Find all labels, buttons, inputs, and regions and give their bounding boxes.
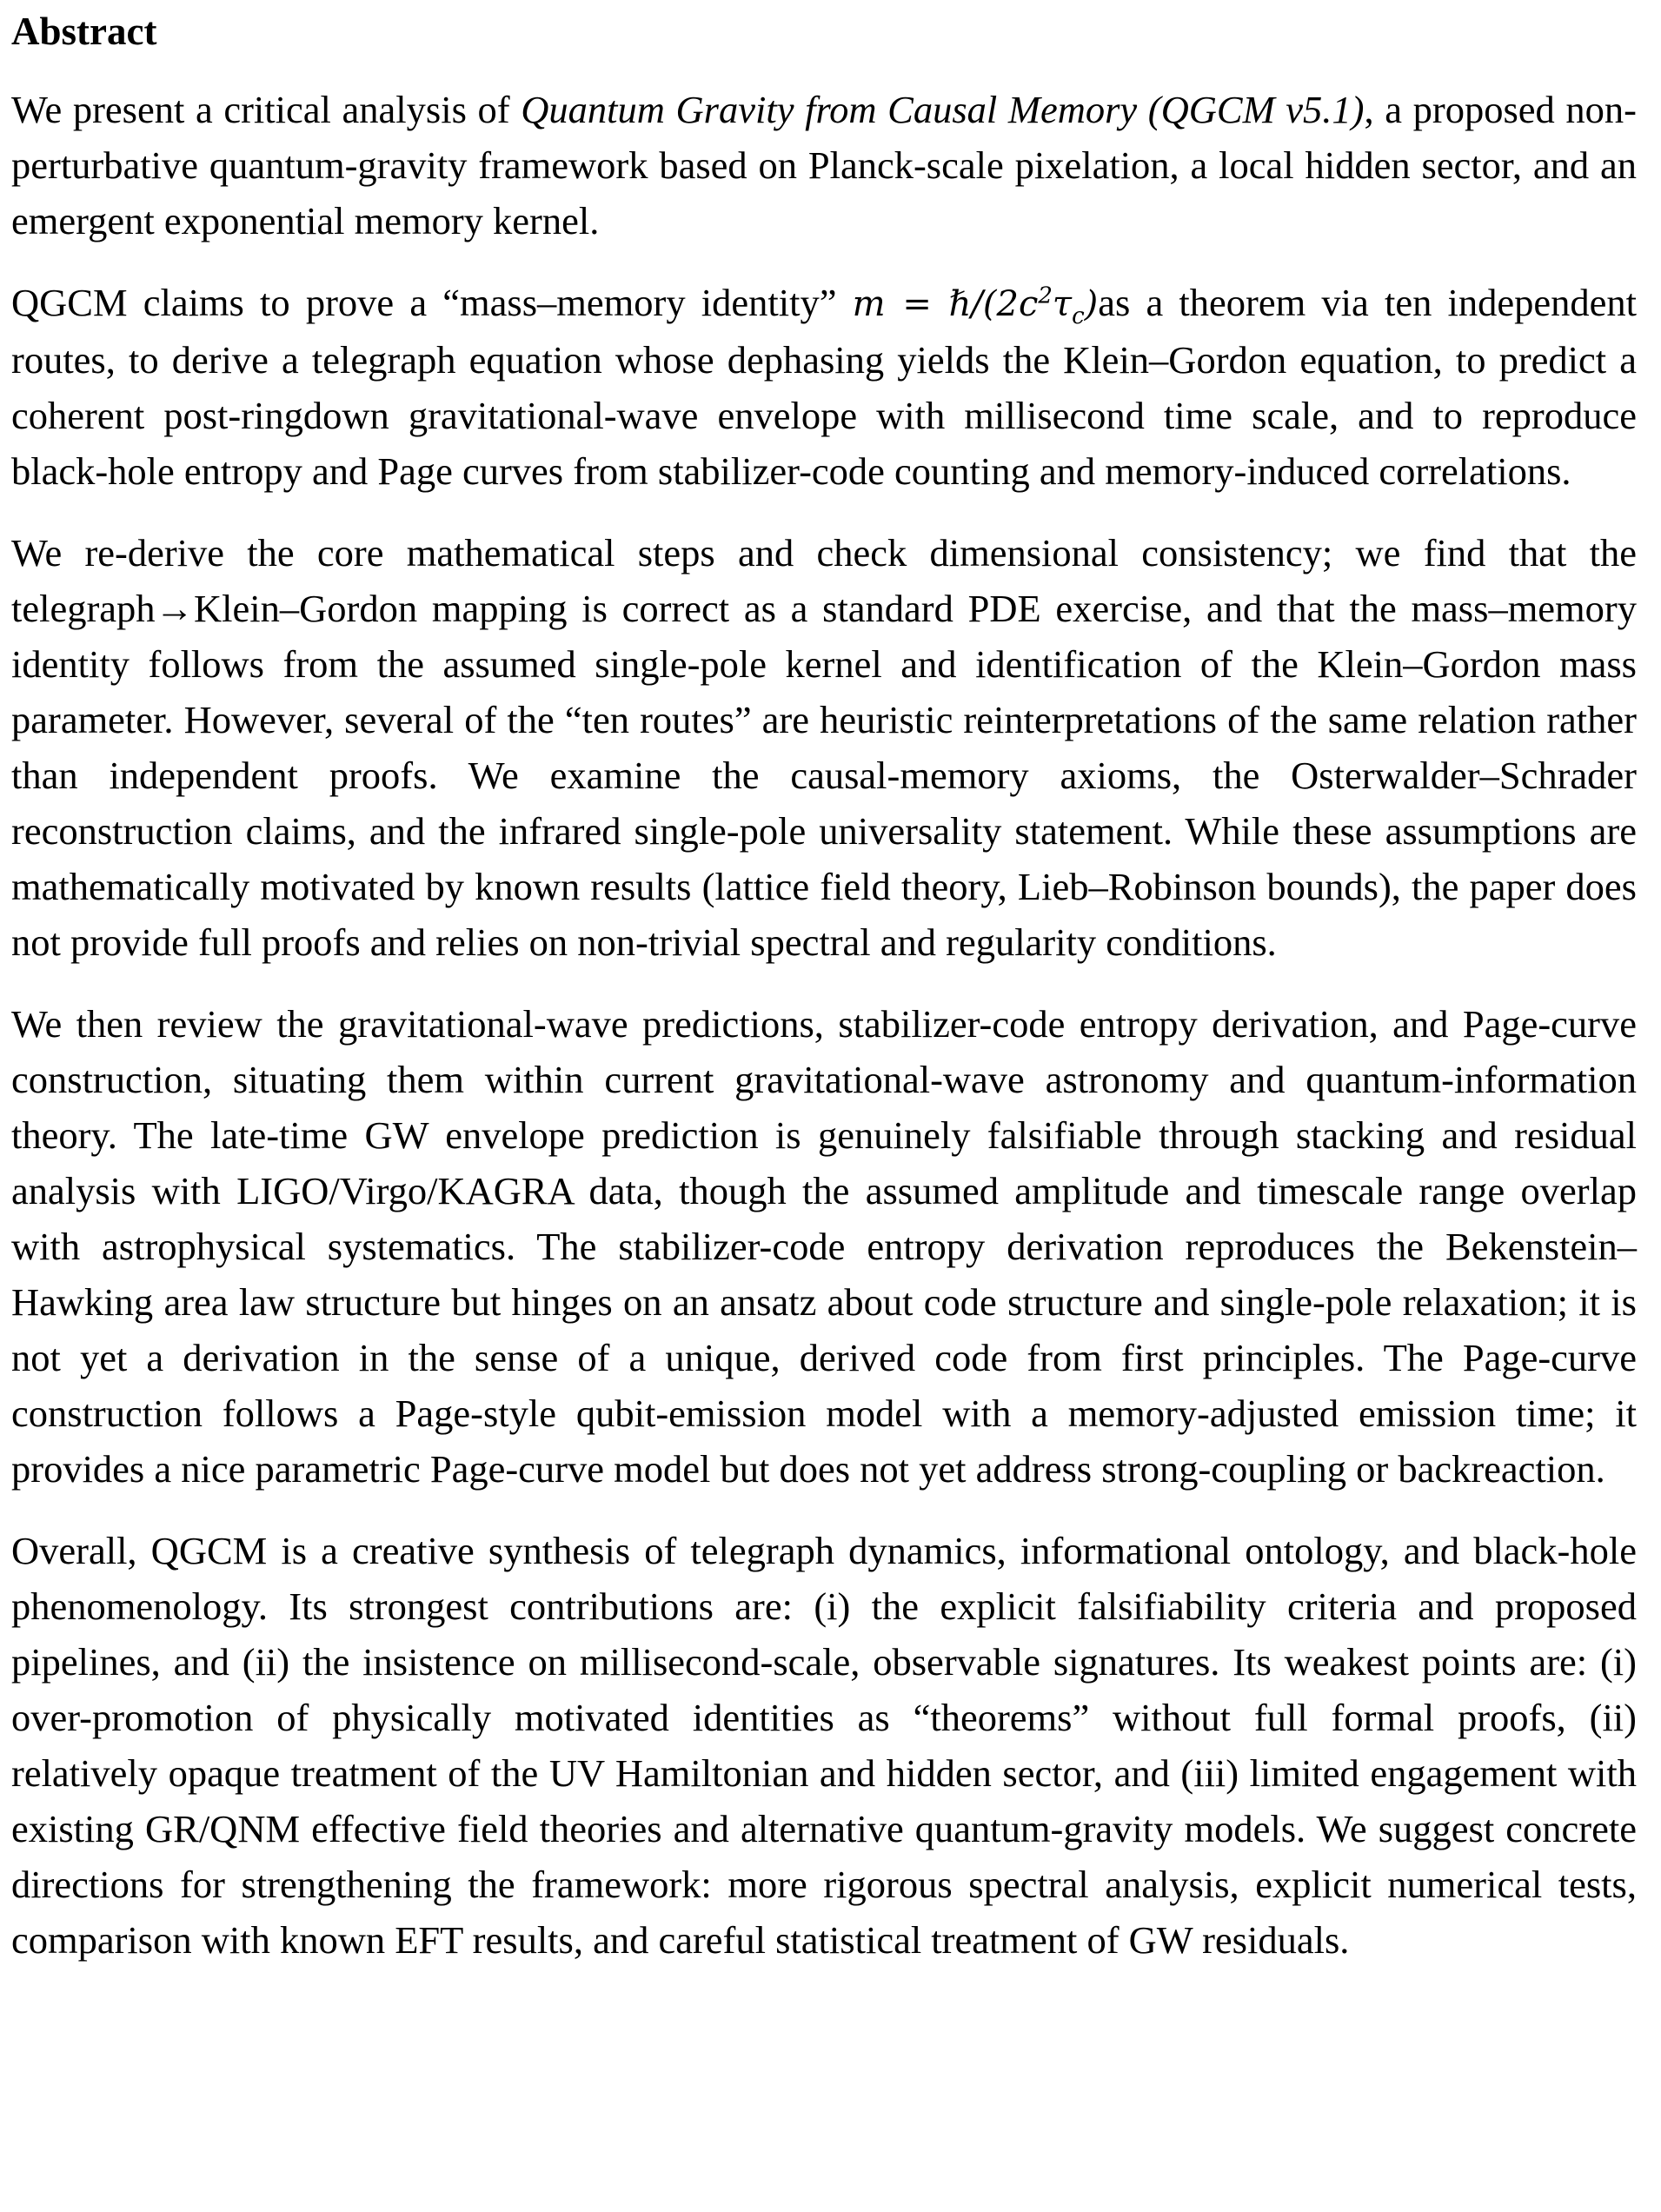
formula-sup: 2 (1038, 282, 1053, 309)
paper-title: Quantum Gravity from Causal Memory (QGCM v5.1) (521, 88, 1365, 131)
abstract-heading: Abstract (11, 10, 157, 53)
abstract-paragraph-5: Overall, QGCM is a creative synthesis of telegraph dynamics, informational ontology, and black-hole phenomenology. Its strongest contributions are: (i) the explicit falsifiability criteria and proposed pipelines, and (ii) the insistence on millisecond-scale, observable signatures. Its weakest points are: (i) over-promotion of physically motivated identities as “theorems” without full formal proofs, (ii) relatively opaque treatment of the UV Hamiltonian and hidden sector, and (iii) limited engagement with existing GR/QNM effective field theories and alternative quantum-gravity models. We suggest concrete directions for strengthening the framework: more rigorous spectral analysis, explicit numerical tests, comparison with known EFT results, and careful statistical treatment of GW residuals. (11, 1529, 1637, 1962)
abstract-paragraph-4: We then review the gravitational-wave predictions, stabilizer-code entropy derivation, and Page-curve construction, situating them within current gravitational-wave astronomy and quantum-information theory. The late-time GW envelope prediction is genuinely falsifiable through stacking and residual analysis with LIGO/Virgo/KAGRA data, though the assumed amplitude and timescale range overlap with astrophysical systematics. The stabilizer-code entropy derivation reproduces the Bekenstein–Hawking area law structure but hinges on an ansatz about code structure and single-pole relaxation; it is not yet a derivation in the sense of a unique, derived code from first principles. The Page-curve construction follows a Page-style qubit-emission model with a memory-adjusted emission time; it provides a nice parametric Page-curve model but does not yet address strong-coupling or backreaction. (11, 1002, 1637, 1491)
mass-memory-formula (852, 282, 1099, 329)
p2-lead: QGCM claims to prove a “mass–memory identity” (11, 281, 853, 324)
abstract-paragraph-2 (11, 275, 1637, 499)
abstract-paragraph-3: We re-derive the core mathematical steps and check dimensional consistency; we find that the telegraph→Klein–Gordon mapping is correct as a standard PDE exercise, and that the mass–memory identity follows from the assumed single-pole kernel and identification of the Klein–Gordon mass parameter. However, several of the “ten routes” are heuristic reinterpretations of the same relation rather than independent proofs. We examine the causal-memory axioms, the Osterwalder–Schrader reconstruction claims, and the infrared single-pole universality statement. While these assumptions are mathematically motivated by known results (lattice field theory, Lieb–Robinson bounds), the paper does not provide full proofs and relies on non-trivial spectral and regularity conditions. (11, 531, 1637, 964)
formula-tau: τ (1052, 284, 1073, 324)
document-page (11, 0, 1637, 1994)
formula-sub: c (1072, 303, 1085, 329)
formula-close: ) (1084, 284, 1099, 324)
p2-rest: as a theorem via ten independent routes, to derive a telegraph equation whose dephasing yields the Klein–Gordon equation, to predict a coherent post-ringdown gravitational-wave envelope with millisecond time scale, and to reproduce black-hole entropy and Page curves from stabilizer-code counting and memory-induced correlations. (11, 281, 1637, 493)
abstract-paragraph-1 (11, 82, 1637, 249)
p1-rest: , a proposed non-perturbative quantum-gravity framework based on Planck-scale pixelation, a local hidden sector, and an emergent exponential memory kernel. (11, 88, 1637, 242)
formula-lhs: m = ℏ/(2c (852, 284, 1039, 324)
p1-lead: We present a critical analysis of (11, 88, 522, 131)
